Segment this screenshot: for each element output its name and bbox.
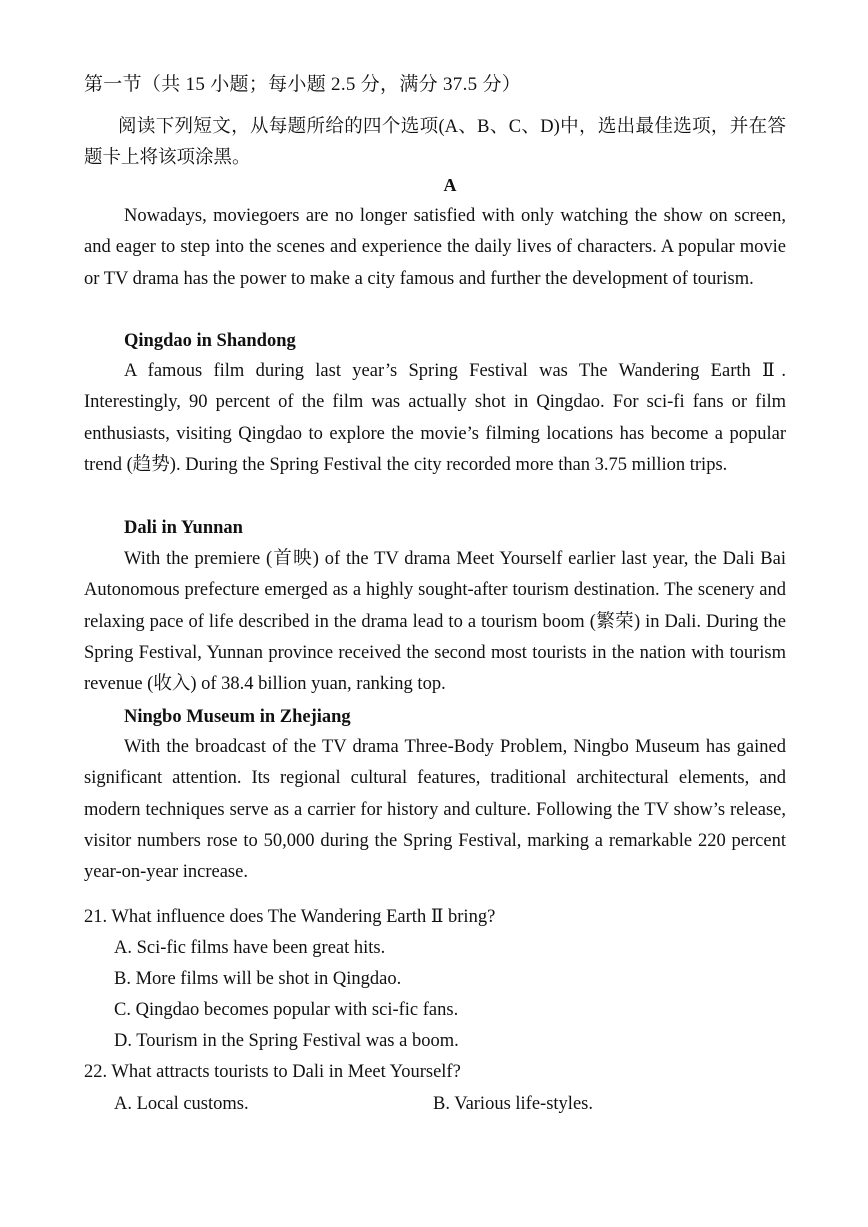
section-text-qingdao: A famous film during last year’s Spring Festival was The Wandering Earth Ⅱ. Interestingly, 90 percent of the film was actually shot in Qingdao. For sci-fi fans or film enthusiasts, visiting Qingdao to explore the movie’s filming locations has become a popular trend (趋势). During the Spring Festival the city recorded more than 3.75 million trips.: [84, 361, 786, 475]
section-instructions: 阅读下列短文，从每题所给的四个选项(A、B、C、D)中，选出最佳选项，并在答题卡上将该项涂黑。: [84, 117, 786, 168]
passage-letter: A: [443, 175, 457, 195]
section-heading-ningbo: Ningbo Museum in Zhejiang: [124, 707, 351, 727]
question-22-stem: 22. What attracts tourists to Dali in Meet Yourself?: [84, 1062, 461, 1082]
question-21-option-c: C. Qingdao becomes popular with sci-fic fans.: [114, 1000, 459, 1020]
section-title: 第一节（共 15 小题；每小题 2.5 分，满分 37.5 分）: [84, 74, 522, 95]
question-21-stem: 21. What influence does The Wandering Earth Ⅱ bring?: [84, 907, 496, 927]
section-text-ningbo: With the broadcast of the TV drama Three-Body Problem, Ningbo Museum has gained significant attention. Its regional cultural features, traditional architectural elements, and modern techniques serve as a carrier for history and culture. Following the TV show’s release, visitor numbers rose to 50,000 during the Spring Festival, marking a remarkable 220 percent year-on-year increase.: [84, 737, 786, 883]
question-22-option-a: A. Local customs.: [114, 1094, 249, 1114]
passage-intro: Nowadays, moviegoers are no longer satisfied with only watching the show on screen, and eager to step into the scenes and experience the daily lives of characters. A popular movie or TV drama has the power to make a city famous and further the development of tourism.: [84, 206, 786, 289]
question-21-option-b: B. More films will be shot in Qingdao.: [114, 969, 402, 989]
section-heading-dali: Dali in Yunnan: [124, 518, 243, 538]
question-21-option-a: A. Sci-fic films have been great hits.: [114, 938, 386, 958]
question-21-option-d: D. Tourism in the Spring Festival was a boom.: [114, 1031, 459, 1051]
section-heading-qingdao: Qingdao in Shandong: [124, 331, 296, 351]
section-text-dali: With the premiere (首映) of the TV drama Meet Yourself earlier last year, the Dali Bai Autonomous prefecture emerged as a highly sought-after tourism destination. The scenery and relaxing pace of life described in the drama lead to a tourism boom (繁荣) in Dali. During the Spring Festival, Yunnan province received the second most tourists in the nation with tourism revenue (收入) of 38.4 billion yuan, ranking top.: [84, 549, 786, 695]
question-22-option-b: B. Various life-styles.: [433, 1094, 593, 1114]
